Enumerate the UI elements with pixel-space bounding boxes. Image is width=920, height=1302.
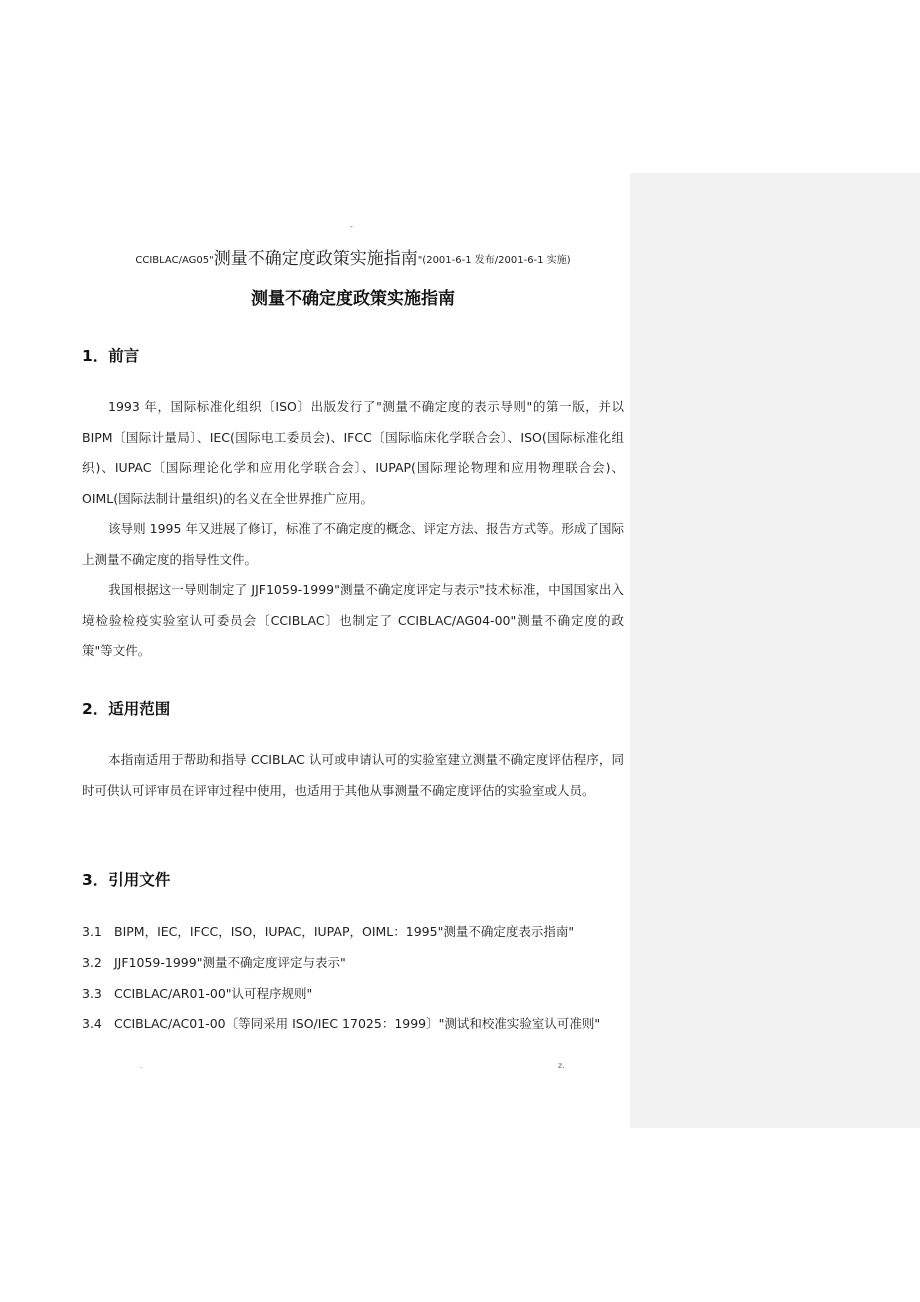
paragraph-preface-2: 该导则 1995 年又进展了修订，标准了不确定度的概念、评定方法、报告方式等。形成了国际上测量不确定度的指导性文件。 <box>82 521 624 567</box>
reference-text: CCIBLAC/AR01-00"认可程序规则" <box>114 986 313 1001</box>
reference-item <box>82 984 312 1002</box>
comment-pane <box>630 173 920 1128</box>
header-title: 测量不确定度政策实施指南 <box>213 249 418 269</box>
header-dash: - <box>350 222 353 231</box>
document-page <box>82 0 624 1302</box>
reference-number: 3.3 <box>82 986 102 1001</box>
reference-text: CCIBLAC/AC01-00〔等同采用 ISO/IEC 17025：1999〕"测试和校准实验室认可准则" <box>114 1016 601 1031</box>
reference-text: BIPM，IEC，IFCC，ISO，IUPAC，IUPAP，OIML：1995"测量不确定度表示指南" <box>114 924 575 939</box>
footer-right-mark: z. <box>558 1061 565 1070</box>
reference-item <box>82 953 346 971</box>
header-prefix: CCIBLAC/AG05" <box>135 255 214 266</box>
footer-left-mark: . <box>140 1062 143 1070</box>
page-title: 测量不确定度政策实施指南 <box>251 289 455 309</box>
reference-number: 3.4 <box>82 1016 102 1031</box>
reference-number: 3.2 <box>82 955 102 970</box>
paragraph-preface-1: 1993 年，国际标准化组织〔ISO〕出版发行了"测量不确定度的表示导则"的第一版，并以 BIPM〔国际计量局〕、IEC(国际电工委员会)、IFCC〔国际临床化学联合会〕、ISO(国际标准化组织)、IUPAC〔国际理论化学和应用化学联合会〕、IUPAP(国际理论物理和应用物理联合会)、OIML(国际法制计量组织)的名义在全世界推广应用。 <box>82 399 624 506</box>
section-heading-preface: 1．前言 <box>82 347 140 365</box>
section-heading-references: 3．引用文件 <box>82 871 171 889</box>
reference-item <box>82 1014 600 1032</box>
header-suffix: "(2001-6-1 发布/2001-6-1 实施) <box>417 255 571 266</box>
section-heading-scope: 2．适用范围 <box>82 700 171 718</box>
paragraph-preface-3: 我国根据这一导则制定了 JJF1059-1999"测量不确定度评定与表示"技术标准，中国国家出入境检验检疫实验室认可委员会〔CCIBLAC〕也制定了 CCIBLAC/AG04-00"测量不确定度的政策"等文件。 <box>82 582 624 658</box>
paragraph-scope: 本指南适用于帮助和指导 CCIBLAC 认可或申请认可的实验室建立测量不确定度评估程序，同时可供认可评审员在评审过程中使用，也适用于其他从事测量不确定度评估的实验室或人员。 <box>82 752 624 798</box>
reference-number: 3.1 <box>82 924 102 939</box>
reference-text: JJF1059-1999"测量不确定度评定与表示" <box>114 955 346 970</box>
document-header <box>82 244 624 269</box>
reference-item <box>82 922 574 940</box>
